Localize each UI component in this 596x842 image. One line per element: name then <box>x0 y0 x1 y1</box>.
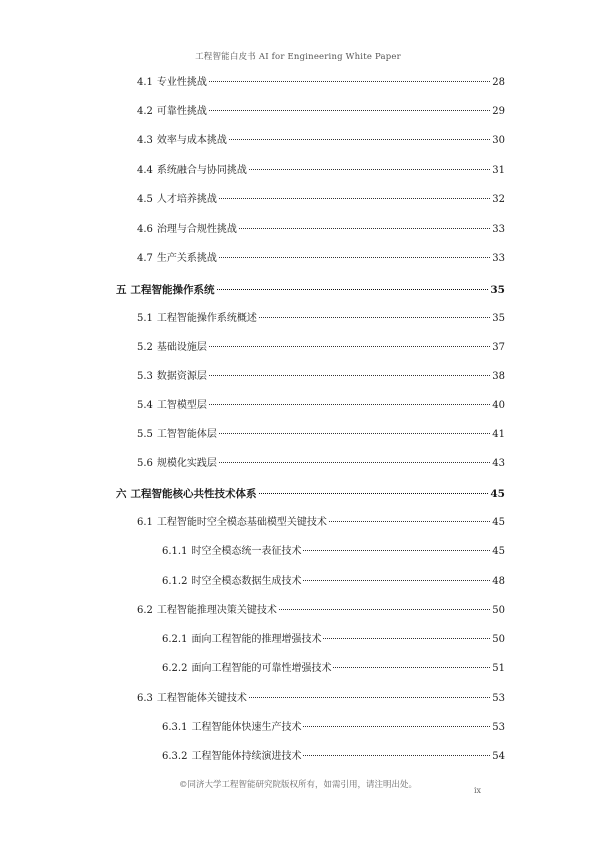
toc-entry-number: 6.2.1 <box>162 634 188 645</box>
toc-entry-page: 33 <box>492 253 505 264</box>
toc-entry-page: 40 <box>492 400 505 411</box>
copyright-footer: ©同济大学工程智能研究院版权所有，如需引用，请注明出处。 <box>178 780 417 790</box>
toc-entry-page: 33 <box>492 224 505 235</box>
toc-entry-title: 工程智能体持续演进技术 <box>191 751 302 762</box>
toc-section-entry[interactable] <box>137 370 505 384</box>
toc-entry-title: 专业性挑战 <box>156 77 207 88</box>
toc-section-entry[interactable] <box>162 575 505 589</box>
toc-entry-page: 31 <box>492 165 505 176</box>
toc-section-entry[interactable] <box>137 193 505 207</box>
toc-entry-page: 38 <box>492 371 505 382</box>
toc-entry-page: 53 <box>492 693 505 704</box>
toc-entry-title: 工程智能时空全模态基础模型关键技术 <box>156 517 327 528</box>
toc-dot-leader <box>303 726 490 727</box>
toc-entry-page: 48 <box>492 576 505 587</box>
toc-entry-number: 五 <box>116 284 127 296</box>
toc-dot-leader <box>303 580 490 581</box>
toc-entry-page: 54 <box>492 751 505 762</box>
toc-dot-leader <box>323 638 490 639</box>
toc-entry-page: 30 <box>492 135 505 146</box>
toc-dot-leader <box>259 493 489 494</box>
toc-section-entry[interactable] <box>162 750 505 764</box>
toc-entry-title: 治理与合规性挑战 <box>156 224 237 235</box>
toc-dot-leader <box>219 462 490 463</box>
toc-entry-number: 4.5 <box>137 194 153 205</box>
running-header: 工程智能白皮书 AI for Engineering White Paper <box>195 52 401 62</box>
toc-entry-title: 规模化实践层 <box>156 458 217 469</box>
toc-chapter-entry[interactable] <box>116 487 505 501</box>
toc-dot-leader <box>209 81 490 82</box>
toc-section-entry[interactable] <box>137 134 505 148</box>
toc-entry-title: 可靠性挑战 <box>156 106 207 117</box>
toc-entry-number: 5.5 <box>137 429 153 440</box>
toc-entry-number: 4.1 <box>137 77 153 88</box>
toc-section-entry[interactable] <box>137 604 505 618</box>
toc-section-entry[interactable] <box>137 341 505 355</box>
toc-section-entry[interactable] <box>137 399 505 413</box>
toc-section-entry[interactable] <box>137 252 505 266</box>
toc-entry-title: 时空全模态数据生成技术 <box>191 576 302 587</box>
toc-entry-number: 6.2 <box>137 605 153 616</box>
toc-dot-leader <box>209 110 490 111</box>
toc-section-entry[interactable] <box>137 516 505 530</box>
toc-dot-leader <box>209 346 490 347</box>
toc-entry-title: 工程智能操作系统 <box>130 284 215 296</box>
toc-dot-leader <box>229 139 490 140</box>
toc-entry-page: 41 <box>492 429 505 440</box>
toc-entry-page: 50 <box>492 605 505 616</box>
toc-entry-title: 面向工程智能的推理增强技术 <box>191 634 322 645</box>
toc-entry-page: 29 <box>492 106 505 117</box>
toc-entry-page: 32 <box>492 194 505 205</box>
page-number: ix <box>474 786 482 795</box>
toc-entry-page: 45 <box>492 517 505 528</box>
toc-entry-title: 人才培养挑战 <box>156 194 217 205</box>
toc-entry-page: 53 <box>492 722 505 733</box>
toc-entry-number: 6.3 <box>137 693 153 704</box>
toc-entry-number: 6.3.1 <box>162 722 188 733</box>
toc-entry-page: 35 <box>490 284 505 296</box>
toc-dot-leader <box>239 228 490 229</box>
toc-dot-leader <box>209 404 490 405</box>
toc-entry-title: 生产关系挑战 <box>156 253 217 264</box>
toc-entry-page: 51 <box>492 663 505 674</box>
toc-entry-title: 工程智能操作系统概述 <box>156 313 257 324</box>
toc-dot-leader <box>209 375 490 376</box>
toc-section-entry[interactable] <box>137 692 505 706</box>
toc-dot-leader <box>219 198 490 199</box>
toc-entry-page: 50 <box>492 634 505 645</box>
toc-dot-leader <box>217 289 489 290</box>
toc-entry-title: 基础设施层 <box>156 342 207 353</box>
toc-dot-leader <box>259 317 490 318</box>
toc-dot-leader <box>333 667 490 668</box>
toc-section-entry[interactable] <box>137 312 505 326</box>
toc-entry-number: 5.6 <box>137 458 153 469</box>
toc-entry-title: 工程智能体快速生产技术 <box>191 722 302 733</box>
toc-entry-title: 工智智能体层 <box>156 429 217 440</box>
toc-entry-page: 45 <box>490 488 505 500</box>
toc-entry-number: 6.1.1 <box>162 546 188 557</box>
toc-entry-title: 工智模型层 <box>156 400 207 411</box>
toc-entry-number: 5.2 <box>137 342 153 353</box>
toc-entry-number: 6.3.2 <box>162 751 188 762</box>
toc-section-entry[interactable] <box>162 545 505 559</box>
toc-entry-number: 4.4 <box>137 165 153 176</box>
toc-dot-leader <box>279 609 490 610</box>
toc-entry-number: 六 <box>116 488 127 500</box>
toc-entry-title: 工程智能体关键技术 <box>156 693 247 704</box>
toc-dot-leader <box>303 550 490 551</box>
toc-entry-page: 43 <box>492 458 505 469</box>
toc-entry-number: 4.7 <box>137 253 153 264</box>
toc-entry-number: 5.1 <box>137 313 153 324</box>
toc-entry-page: 28 <box>492 77 505 88</box>
toc-entry-number: 5.4 <box>137 400 153 411</box>
toc-entry-title: 数据资源层 <box>156 371 207 382</box>
toc-entry-number: 5.3 <box>137 371 153 382</box>
toc-section-entry[interactable] <box>137 76 505 90</box>
toc-entry-number: 6.1 <box>137 517 153 528</box>
toc-entry-title: 工程智能核心共性技术体系 <box>130 488 257 500</box>
toc-entry-title: 面向工程智能的可靠性增强技术 <box>191 663 332 674</box>
toc-entry-number: 4.3 <box>137 135 153 146</box>
toc-section-entry[interactable] <box>162 721 505 735</box>
toc-entry-title: 时空全模态统一表征技术 <box>191 546 302 557</box>
toc-dot-leader <box>249 169 490 170</box>
toc-chapter-entry[interactable] <box>116 283 505 297</box>
toc-entry-page: 35 <box>492 313 505 324</box>
toc-section-entry[interactable] <box>137 223 505 237</box>
toc-entry-number: 4.2 <box>137 106 153 117</box>
toc-entry-title: 效率与成本挑战 <box>156 135 227 146</box>
toc-section-entry[interactable] <box>137 164 505 178</box>
toc-dot-leader <box>303 755 490 756</box>
toc-dot-leader <box>219 257 490 258</box>
toc-section-entry[interactable] <box>137 105 505 119</box>
toc-section-entry[interactable] <box>137 428 505 442</box>
toc-entry-number: 6.2.2 <box>162 663 188 674</box>
toc-dot-leader <box>329 521 490 522</box>
toc-section-entry[interactable] <box>162 662 505 676</box>
toc-dot-leader <box>219 433 490 434</box>
toc-section-entry[interactable] <box>137 457 505 471</box>
toc-entry-page: 37 <box>492 342 505 353</box>
toc-entry-number: 6.1.2 <box>162 576 188 587</box>
toc-entry-title: 工程智能推理决策关键技术 <box>156 605 277 616</box>
toc-entry-title: 系统融合与协同挑战 <box>156 165 247 176</box>
toc-section-entry[interactable] <box>162 633 505 647</box>
toc-entry-page: 45 <box>492 546 505 557</box>
toc-entry-number: 4.6 <box>137 224 153 235</box>
toc-dot-leader <box>249 697 490 698</box>
